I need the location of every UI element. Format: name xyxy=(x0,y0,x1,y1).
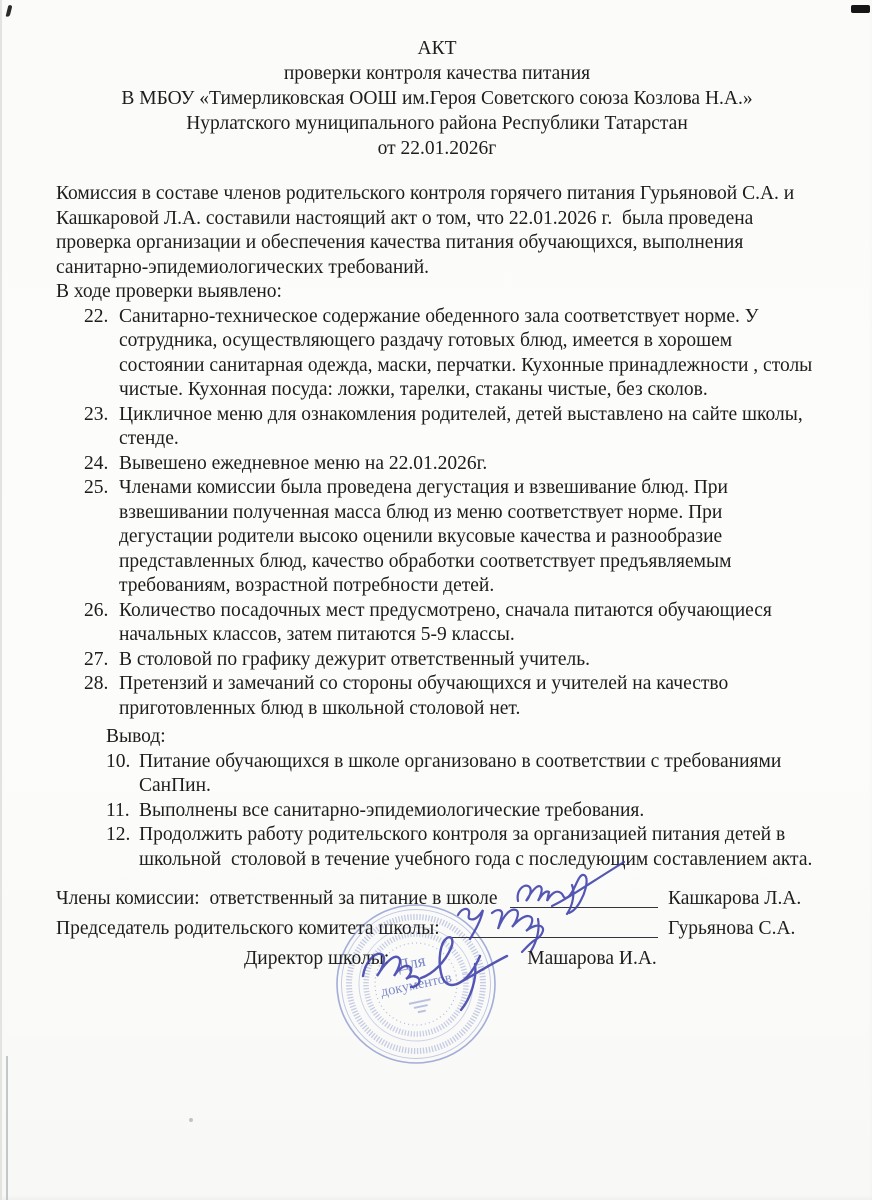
director-signature-row xyxy=(56,944,818,976)
conclusion-text: Продолжить работу родительского контроля за организацией питания детей в школьной столовой в течение учебного года с последующим составлением акта. xyxy=(139,824,813,870)
title-line-act: АКТ xyxy=(417,38,457,59)
conclusion-number: 11. xyxy=(106,799,130,821)
committee-name: Кашкарова Л.А. xyxy=(668,888,802,909)
finding-number: 26. xyxy=(84,599,109,621)
director-name: Машарова И.А. xyxy=(527,948,657,969)
document-content xyxy=(56,36,818,1001)
chair-signature-line xyxy=(452,937,658,938)
scan-artifact-dash xyxy=(851,5,870,13)
finding-number: 25. xyxy=(84,477,109,498)
chair-name: Гурьянова С.А. xyxy=(668,918,796,939)
finding-text: Претензий и замечаний со стороны обучающихся и учителей на качество приготовленных блюд в школьной столовой нет. xyxy=(119,673,734,719)
conclusion-number: 10. xyxy=(106,750,131,772)
conclusion-item-10 xyxy=(106,750,818,799)
document-title xyxy=(56,36,818,161)
conclusions-list xyxy=(56,750,818,873)
scan-edge-line xyxy=(6,1056,8,1200)
finding-text: Вывешено ежедневное меню на 22.01.2026г. xyxy=(119,452,488,474)
committee-label: Члены комиссии: ответственный за питание в школе xyxy=(56,888,498,909)
conclusion-item-12 xyxy=(106,823,818,872)
committee-signature-row xyxy=(56,884,818,913)
finding-text: Цикличное меню для ознакомления родителей, детей выставлено на сайте школы, стенде. xyxy=(119,403,808,449)
stamp-text-line1: Для xyxy=(395,950,428,976)
scan-speck xyxy=(189,1118,193,1122)
finding-number: 24. xyxy=(84,452,109,474)
conclusion-text: Питание обучающихся в школе организовано в соответствии с требованиями СанПин. xyxy=(139,750,787,796)
finding-number: 28. xyxy=(84,673,109,694)
intro-paragraph: Комиссия в составе членов родительского контроля горячего питания Гурьяновой С.А. и Кашкаровой Л.А. составили настоящий акт о том, что 22.01.2026 г. была проведена проверка организации и обеспечения качества питания обучающихся, выполнения санитарно-эпидемиологических требований. xyxy=(56,183,800,278)
title-line-date: от 22.01.2026г xyxy=(377,138,497,159)
scan-edge-shadow xyxy=(0,0,2,1200)
conclusion-item-11 xyxy=(106,799,818,824)
finding-text: В столовой по графику дежурит ответственный учитель. xyxy=(119,648,591,670)
finding-number: 23. xyxy=(84,403,109,425)
committee-signature-line xyxy=(510,907,658,908)
findings-list xyxy=(56,305,818,722)
finding-number: 27. xyxy=(84,648,109,670)
finding-item-23 xyxy=(84,403,818,452)
scan-artifact-mark xyxy=(6,5,13,18)
conclusion-text: Выполнены все санитарно-эпидемиологические требования. xyxy=(139,799,645,821)
finding-item-26 xyxy=(84,599,818,648)
conclusion-heading: Вывод: xyxy=(106,726,166,747)
signature-section xyxy=(56,884,818,1001)
finding-number: 22. xyxy=(84,305,109,327)
title-line-district: Нурлатского муниципального района Республики Татарстан xyxy=(186,113,688,134)
finding-item-28 xyxy=(84,672,818,721)
stamp-text-line2: документов xyxy=(379,969,454,1001)
finding-item-27 xyxy=(84,648,818,673)
finding-item-25 xyxy=(84,476,818,599)
finding-text: Членами комиссии была проведена дегустация и взвешивание блюд. При взвешивании полученная масса блюд из меню соответствует норме. При дегустации родители высоко оценили вкусовые качества и разнообразие представленных блюд, качество обработки соответствует предъявляемым требованиям, возрастной потребности детей. xyxy=(119,477,737,596)
director-label: Директор школы: xyxy=(244,948,390,969)
finding-text: Количество посадочных мест предусмотрено, сначала питаются обучающиеся начальных классов, затем питаются 5-9 классы. xyxy=(119,599,777,645)
chair-label: Председатель родительского комитета школы: xyxy=(56,918,440,939)
finding-text: Санитарно-техническое содержание обеденного зала соответствует норме. У сотрудника, осуществляющего раздачу готовых блюд, имеется в хорошем состоянии санитарная одежда, маски, перчатки. Кухонные принадлежности , столы чистые. Кухонная посуда: ложки, тарелки, стаканы чистые, без сколов. xyxy=(119,305,818,400)
finding-item-22 xyxy=(84,305,818,403)
finding-item-24 xyxy=(84,452,818,477)
title-line-school: В МБОУ «Тимерликовская ООШ им.Героя Советского союза Козлова Н.А.» xyxy=(121,88,753,109)
title-line-subject: проверки контроля качества питания xyxy=(283,63,591,84)
conclusion-number: 12. xyxy=(106,824,131,845)
inspection-heading: В ходе проверки выявлено: xyxy=(56,281,282,302)
chair-signature-row xyxy=(56,914,818,943)
